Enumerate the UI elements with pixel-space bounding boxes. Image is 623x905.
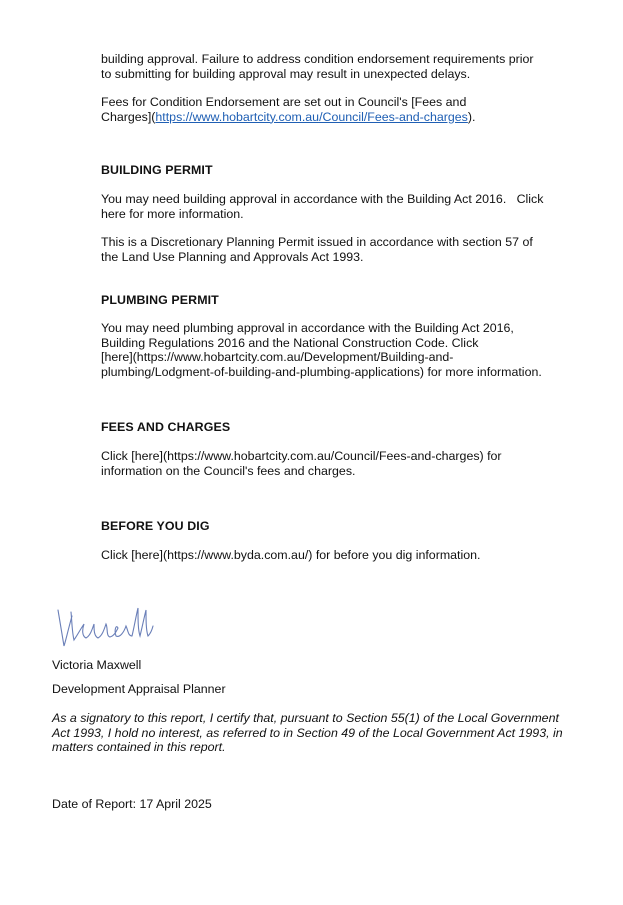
report-date: Date of Report: 17 April 2025 (52, 797, 212, 811)
building-permit-p2-line-2: the Land Use Planning and Approvals Act 1993. (101, 249, 364, 264)
plumbing-line-2: Building Regulations 2016 and the National Construction Code. Click (101, 335, 479, 350)
fees-line-1: Fees for Condition Endorsement are set out in Council's [Fees and (101, 95, 467, 109)
building-permit-heading: BUILDING PERMIT (101, 163, 213, 177)
plumbing-permit-paragraph (101, 321, 571, 379)
fees-and-charges-paragraph (101, 449, 571, 478)
building-permit-paragraph-2 (101, 235, 571, 264)
fees-prefix: Charges]( (101, 109, 156, 124)
before-you-dig-paragraph (101, 548, 571, 563)
fees-and-charges-heading: FEES AND CHARGES (101, 420, 231, 434)
declaration-line-2: Act 1993, I hold no interest, as referred to in Section 49 of the Local Government Act 1993, in (52, 725, 563, 740)
building-permit-line-1: You may need building approval in accordance with the Building Act 2016. Click (101, 192, 544, 206)
intro-line-1: building approval. Failure to address condition endorsement requirements prior (101, 52, 534, 66)
declaration-line-3: matters contained in this report. (52, 740, 226, 755)
signatory-declaration (52, 711, 592, 755)
plumbing-line-3: [here](https://www.hobartcity.com.au/Development/Building-and- (101, 350, 454, 365)
plumbing-permit-heading: PLUMBING PERMIT (101, 293, 219, 307)
before-you-dig-line-1: Click [here](https://www.byda.com.au/) for before you dig information. (101, 548, 481, 562)
declaration-line-1: As a signatory to this report, I certify that, pursuant to Section 55(1) of the Local Government (52, 711, 559, 725)
building-permit-p2-line-1: This is a Discretionary Planning Permit issued in accordance with section 57 of (101, 235, 533, 249)
fees-and-charges-line-1: Click [here](https://www.hobartcity.com.au/Council/Fees-and-charges) for (101, 449, 502, 463)
signatory-name: Victoria Maxwell (52, 658, 142, 672)
fees-line-2 (101, 110, 571, 125)
plumbing-line-4: plumbing/Lodgment-of-building-and-plumbing-applications) for more information. (101, 364, 542, 379)
fees-paragraph (101, 95, 571, 124)
building-permit-paragraph-1 (101, 192, 571, 221)
intro-paragraph (101, 52, 571, 81)
fees-suffix: ). (467, 109, 476, 124)
signatory-title: Development Appraisal Planner (52, 682, 226, 696)
fees-and-charges-link[interactable]: https://www.hobartcity.com.au/Council/Fees-and-charges (155, 109, 468, 124)
signature-image (54, 600, 154, 652)
intro-line-2: to submitting for building approval may result in unexpected delays. (101, 66, 471, 81)
plumbing-line-1: You may need plumbing approval in accordance with the Building Act 2016, (101, 321, 514, 335)
before-you-dig-heading: BEFORE YOU DIG (101, 519, 210, 533)
building-permit-line-2: here for more information. (101, 206, 244, 221)
fees-and-charges-line-2: information on the Council's fees and charges. (101, 463, 356, 478)
